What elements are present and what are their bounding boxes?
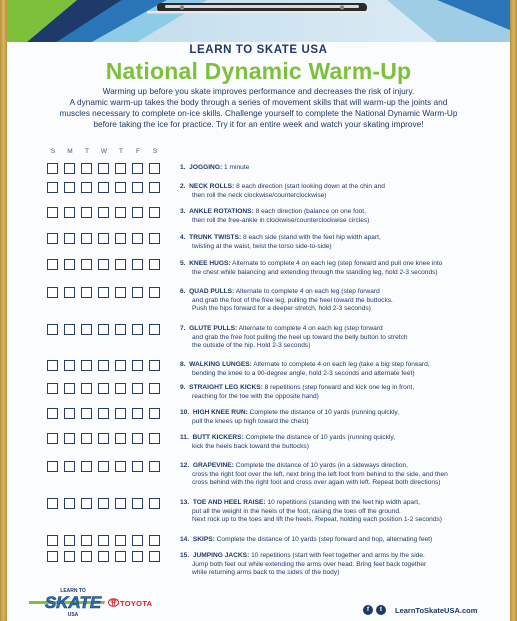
social-icons: [363, 605, 393, 615]
exercise-name: STRAIGHT LEG KICKS:: [189, 384, 263, 391]
exercise-detail: 8 repetitions (step forward and kick one leg in front,: [262, 384, 415, 391]
intro-line: muscles necessary to complete on-ice skills. Challenge yourself to complete the National Dynamic Warm-Up: [59, 108, 458, 118]
day-checkbox[interactable]: [149, 182, 160, 193]
exercise-detail: Complete the distance of 10 yards (running quickly,: [243, 434, 396, 441]
exercise-description: [180, 499, 500, 525]
day-checkbox[interactable]: [115, 182, 126, 193]
day-checkbox[interactable]: [149, 433, 160, 444]
day-checkbox[interactable]: [81, 433, 92, 444]
exercise-number: 4.: [180, 234, 186, 241]
day-checkbox[interactable]: [132, 383, 143, 394]
day-checkbox[interactable]: [149, 259, 160, 270]
exercise-name: JUMPING JACKS:: [192, 552, 250, 559]
logo-top-text: LEARN TO: [60, 588, 86, 594]
exercise-detail: then roll the free-ankle in clockwise/counterclockwise circles): [192, 216, 370, 224]
exercise-name: TOE AND HEEL RAISE:: [192, 499, 266, 506]
day-checkbox[interactable]: [47, 535, 58, 546]
day-checkbox[interactable]: [64, 233, 75, 244]
page-title: National Dynamic Warm-Up: [105, 58, 412, 84]
exercise-line: [180, 208, 500, 217]
day-checkbox[interactable]: [115, 551, 126, 562]
exercise-name: TRUNK TWISTS:: [189, 234, 242, 241]
day-checkbox[interactable]: [47, 182, 58, 193]
day-checkbox-group: [47, 163, 172, 175]
day-checkbox[interactable]: [149, 287, 160, 298]
day-checkbox[interactable]: [132, 461, 143, 472]
website-link[interactable]: LearnToSkateUSA.com: [395, 606, 478, 615]
exercise-number: 1.: [180, 164, 186, 171]
day-checkbox[interactable]: [47, 163, 58, 174]
day-checkbox[interactable]: [132, 551, 143, 562]
exercise-name: GLUTE PULLS:: [189, 325, 238, 332]
exercise-name: QUAD PULLS:: [189, 288, 235, 295]
day-checkbox[interactable]: [47, 324, 58, 335]
exercise-description: [180, 384, 500, 401]
exercise-number: 8.: [180, 361, 186, 368]
exercise-number: 7.: [180, 325, 186, 332]
exercise-line: [180, 499, 500, 508]
day-checkbox[interactable]: [47, 551, 58, 562]
day-checkbox[interactable]: [81, 461, 92, 472]
day-label: T: [119, 148, 123, 155]
day-checkbox[interactable]: [98, 163, 109, 174]
day-checkbox[interactable]: [132, 163, 143, 174]
exercise-number: 3.: [180, 208, 186, 215]
intro-paragraph: [27, 86, 490, 130]
day-label: S: [50, 148, 56, 155]
logo-main-text: SKATE: [44, 593, 102, 612]
exercise-detail: then roll the neck clockwise/counterclockwise): [192, 191, 327, 199]
exercise-number: 15.: [180, 552, 190, 559]
sponsor-name: TOYOTA: [120, 599, 153, 608]
exercise-description: [180, 183, 500, 200]
day-checkbox-group: [47, 259, 172, 271]
exercise-detail: kick the heels back toward the buttocks): [192, 442, 309, 450]
day-checkbox[interactable]: [115, 498, 126, 509]
day-checkbox[interactable]: [132, 360, 143, 371]
exercise-detail: while returning arms back to the sides of the body): [192, 569, 340, 577]
exercise-number: 6.: [180, 288, 186, 295]
day-checkbox[interactable]: [149, 163, 160, 174]
day-checkbox[interactable]: [149, 324, 160, 335]
day-checkbox[interactable]: [64, 360, 75, 371]
day-checkbox[interactable]: [115, 233, 126, 244]
exercise-detail: Complete the distance of 10 yards (step forward and hop, alternating feet): [214, 536, 433, 543]
day-checkbox[interactable]: [132, 408, 143, 419]
day-checkbox[interactable]: [98, 551, 109, 562]
day-checkbox[interactable]: [81, 259, 92, 270]
exercise-number: 2.: [180, 183, 186, 190]
day-checkbox-group: [47, 551, 172, 563]
day-checkbox[interactable]: [98, 461, 109, 472]
day-checkbox[interactable]: [64, 433, 75, 444]
day-checkbox[interactable]: [81, 233, 92, 244]
day-checkbox[interactable]: [81, 163, 92, 174]
exercise-number: 14.: [180, 536, 190, 543]
day-checkbox[interactable]: [47, 498, 58, 509]
day-checkbox[interactable]: [132, 207, 143, 218]
exercise-description: [180, 361, 500, 378]
exercise-detail: Alternate to complete 4 on each leg (step forward: [237, 325, 383, 332]
exercise-description: [180, 434, 500, 451]
day-checkbox[interactable]: [132, 287, 143, 298]
intro-line: before taking the ice for practice. Try it for an entire week and watch your skating improve!: [93, 119, 424, 129]
day-label: T: [85, 148, 89, 155]
day-checkbox[interactable]: [81, 324, 92, 335]
day-checkbox[interactable]: [115, 383, 126, 394]
twitter-icon[interactable]: t: [376, 605, 386, 615]
exercise-detail: cross the right foot over the left, next bring the left foot from behind to the side, and then: [192, 470, 448, 478]
day-checkbox[interactable]: [98, 408, 109, 419]
exercise-description: [180, 409, 500, 426]
day-checkbox[interactable]: [149, 207, 160, 218]
day-checkbox[interactable]: [149, 498, 160, 509]
exercise-detail: 8 each side (stand with the feet hip width apart,: [241, 234, 381, 241]
exercise-line: [180, 164, 500, 173]
day-checkbox[interactable]: [98, 360, 109, 371]
exercise-number: 10.: [180, 409, 190, 416]
exercise-detail: put all the weight in the heels of the foot, raising the toes off the ground.: [192, 507, 401, 515]
day-checkbox-group: [47, 408, 172, 420]
exercise-description: [180, 234, 500, 251]
learn-to-skate-logo: [29, 585, 117, 619]
day-checkbox[interactable]: [47, 383, 58, 394]
day-label: W: [100, 148, 108, 155]
exercise-number: 9.: [180, 384, 186, 391]
day-checkbox[interactable]: [115, 461, 126, 472]
day-checkbox[interactable]: [64, 324, 75, 335]
exercise-detail: Complete the distance of 10 yards (running quickly,: [247, 409, 400, 416]
exercise-detail: 10 repetitions (standing with the feet hip width apart,: [265, 499, 420, 506]
day-checkbox[interactable]: [64, 163, 75, 174]
day-checkbox[interactable]: [115, 207, 126, 218]
day-checkbox[interactable]: [98, 498, 109, 509]
day-checkbox[interactable]: [64, 383, 75, 394]
exercise-description: [180, 208, 500, 225]
exercise-name: NECK ROLLS:: [189, 183, 235, 190]
day-checkbox-group: [47, 233, 172, 245]
logo-bottom-text: USA: [67, 612, 79, 618]
day-checkbox[interactable]: [149, 535, 160, 546]
intro-line: Warming up before you skate improves performance and decreases the risk of injury.: [102, 86, 415, 96]
exercise-name: BUTT KICKERS:: [192, 434, 244, 441]
day-checkbox[interactable]: [98, 383, 109, 394]
day-checkbox[interactable]: [132, 182, 143, 193]
exercise-detail: cross behind with the right foot and cross over again with left. Repeat both directions): [192, 479, 441, 487]
day-checkbox[interactable]: [64, 461, 75, 472]
exercise-detail: the outside of the hip. Hold 2-3 seconds): [192, 342, 311, 350]
exercise-line: [180, 260, 500, 269]
day-checkbox[interactable]: [64, 551, 75, 562]
exercise-detail: and grab the foot of the free leg, pulling the heel toward the buttocks.: [192, 296, 393, 304]
day-checkbox[interactable]: [64, 535, 75, 546]
day-checkbox[interactable]: [64, 207, 75, 218]
day-checkbox[interactable]: [81, 551, 92, 562]
exercise-detail: Complete the distance of 10 yards (in a sideways direction,: [233, 462, 408, 469]
day-checkbox[interactable]: [149, 360, 160, 371]
gold-frame-right: [510, 0, 517, 621]
day-checkbox[interactable]: [47, 287, 58, 298]
exercise-number: 13.: [180, 499, 190, 506]
exercise-detail: Push the hips forward for a deeper stretch, hold 2-3 seconds): [192, 305, 371, 313]
day-checkbox-group: [47, 461, 172, 473]
exercise-line: [180, 325, 500, 334]
day-checkbox[interactable]: [132, 233, 143, 244]
day-checkbox-group: [47, 324, 172, 336]
day-checkbox[interactable]: [132, 433, 143, 444]
day-checkbox[interactable]: [115, 408, 126, 419]
exercise-description: [180, 552, 500, 578]
day-checkbox[interactable]: [64, 408, 75, 419]
day-label: M: [67, 148, 73, 155]
day-checkbox[interactable]: [132, 324, 143, 335]
day-header-row: [47, 148, 182, 158]
day-checkbox[interactable]: [64, 287, 75, 298]
day-checkbox[interactable]: [98, 287, 109, 298]
day-checkbox-group: [47, 433, 172, 445]
day-checkbox-group: [47, 498, 172, 510]
exercise-description: [180, 462, 500, 488]
exercise-detail: Next rock up to the toes and lift the heels. Repeat, holding each position 1-2 seconds): [192, 516, 442, 524]
day-checkbox[interactable]: [64, 259, 75, 270]
exercise-description: [180, 288, 500, 314]
exercise-line: [180, 288, 500, 297]
exercise-number: 5.: [180, 260, 186, 267]
exercise-description: [180, 260, 500, 277]
day-checkbox[interactable]: [115, 163, 126, 174]
day-checkbox[interactable]: [115, 433, 126, 444]
intro-line: A dynamic warm-up takes the body through a series of movement skills that will warm-up the joints and: [69, 97, 448, 107]
day-checkbox-group: [47, 182, 172, 194]
exercise-detail: and grab the free foot pulling the heel up toward the belly button to stretch: [192, 333, 408, 341]
exercise-detail: 1 minute: [222, 164, 250, 171]
day-checkbox[interactable]: [149, 461, 160, 472]
day-checkbox[interactable]: [98, 182, 109, 193]
exercise-detail: Alternate to complete 4 on each leg (take a big step forward,: [251, 361, 430, 368]
day-checkbox[interactable]: [47, 207, 58, 218]
day-checkbox[interactable]: [149, 233, 160, 244]
day-checkbox[interactable]: [149, 408, 160, 419]
day-checkbox[interactable]: [81, 287, 92, 298]
exercise-line: [180, 536, 500, 545]
day-checkbox[interactable]: [81, 182, 92, 193]
exercise-detail: Alternate to complete 4 on each leg (step forward and pull one knee into: [230, 260, 443, 267]
exercise-detail: Jump both feet out while extending the arms over head. Bring feet back together: [192, 560, 427, 568]
exercise-line: [180, 552, 500, 561]
day-checkbox[interactable]: [47, 461, 58, 472]
day-checkbox[interactable]: [81, 207, 92, 218]
day-checkbox[interactable]: [115, 324, 126, 335]
skate-blade-decoration: [147, 3, 377, 14]
exercise-line: [180, 409, 500, 418]
facebook-icon[interactable]: f: [363, 605, 373, 615]
exercise-detail: reaching for the toe with the opposite hand): [192, 392, 319, 400]
day-checkbox[interactable]: [47, 233, 58, 244]
day-checkbox[interactable]: [98, 259, 109, 270]
day-checkbox[interactable]: [47, 433, 58, 444]
day-checkbox[interactable]: [98, 207, 109, 218]
day-checkbox[interactable]: [115, 360, 126, 371]
exercise-line: [180, 234, 500, 243]
day-checkbox[interactable]: [81, 360, 92, 371]
exercise-detail: Alternate to complete 4 on each leg (step forward: [234, 288, 380, 295]
exercise-description: [180, 164, 500, 173]
day-checkbox[interactable]: [47, 360, 58, 371]
day-checkbox[interactable]: [64, 182, 75, 193]
warmup-sheet: [7, 0, 510, 621]
day-checkbox[interactable]: [98, 535, 109, 546]
exercise-line: [180, 462, 500, 471]
exercise-name: HIGH KNEE RUN:: [192, 409, 248, 416]
day-checkbox[interactable]: [115, 535, 126, 546]
day-checkbox-group: [47, 535, 172, 547]
exercise-detail: 8 each direction (balance on one foot,: [253, 208, 366, 215]
day-checkbox[interactable]: [81, 498, 92, 509]
day-label: S: [152, 148, 158, 155]
exercise-detail: the chest while balancing and extending through the standing leg, hold 2-3 seconds): [192, 268, 438, 276]
exercise-detail: 8 each direction (start looking down at the chin and: [234, 183, 385, 190]
day-checkbox[interactable]: [47, 259, 58, 270]
brand-heading: LEARN TO SKATE USA: [189, 44, 328, 56]
exercise-description: [180, 536, 500, 545]
day-checkbox[interactable]: [115, 259, 126, 270]
exercise-description: [180, 325, 500, 351]
exercise-name: GRAPEVINE:: [192, 462, 234, 469]
exercise-name: ANKLE ROTATIONS:: [189, 208, 254, 215]
day-checkbox[interactable]: [98, 324, 109, 335]
day-checkbox[interactable]: [64, 498, 75, 509]
day-checkbox[interactable]: [149, 383, 160, 394]
exercise-number: 12.: [180, 462, 190, 469]
exercise-number: 11.: [180, 434, 189, 441]
ice-rink-header-decoration: [7, 0, 510, 42]
gold-frame-left: [0, 0, 7, 621]
exercise-name: WALKING LUNGES:: [189, 361, 252, 368]
exercise-detail: pull the knees up high toward the chest): [192, 417, 309, 425]
day-label: F: [136, 148, 140, 155]
exercise-line: [180, 384, 500, 393]
day-checkbox[interactable]: [98, 433, 109, 444]
day-checkbox[interactable]: [98, 233, 109, 244]
exercise-line: [180, 434, 500, 443]
toyota-logo-icon: [108, 598, 119, 607]
day-checkbox-group: [47, 360, 172, 372]
exercise-detail: twisting at the waist, twist the torso side-to-side): [192, 242, 332, 250]
day-checkbox[interactable]: [81, 383, 92, 394]
day-checkbox-group: [47, 287, 172, 299]
day-checkbox[interactable]: [81, 408, 92, 419]
exercise-line: [180, 183, 500, 192]
exercise-detail: 10 repetitions (start with feet together and arms by the side.: [249, 552, 425, 559]
exercise-name: KNEE HUGS:: [189, 260, 231, 267]
day-checkbox-group: [47, 383, 172, 395]
exercise-line: [180, 361, 500, 370]
day-checkbox[interactable]: [115, 287, 126, 298]
day-checkbox[interactable]: [149, 551, 160, 562]
exercise-detail: bending the knee to a 90-degree angle, hold 2-3 seconds and alternate feet): [192, 369, 415, 377]
day-checkbox[interactable]: [132, 535, 143, 546]
day-checkbox[interactable]: [132, 498, 143, 509]
exercise-name: SKIPS:: [192, 536, 215, 543]
exercise-name: JOGGING:: [189, 164, 223, 171]
day-checkbox[interactable]: [81, 535, 92, 546]
day-checkbox[interactable]: [132, 259, 143, 270]
day-checkbox[interactable]: [47, 408, 58, 419]
day-checkbox-group: [47, 207, 172, 219]
